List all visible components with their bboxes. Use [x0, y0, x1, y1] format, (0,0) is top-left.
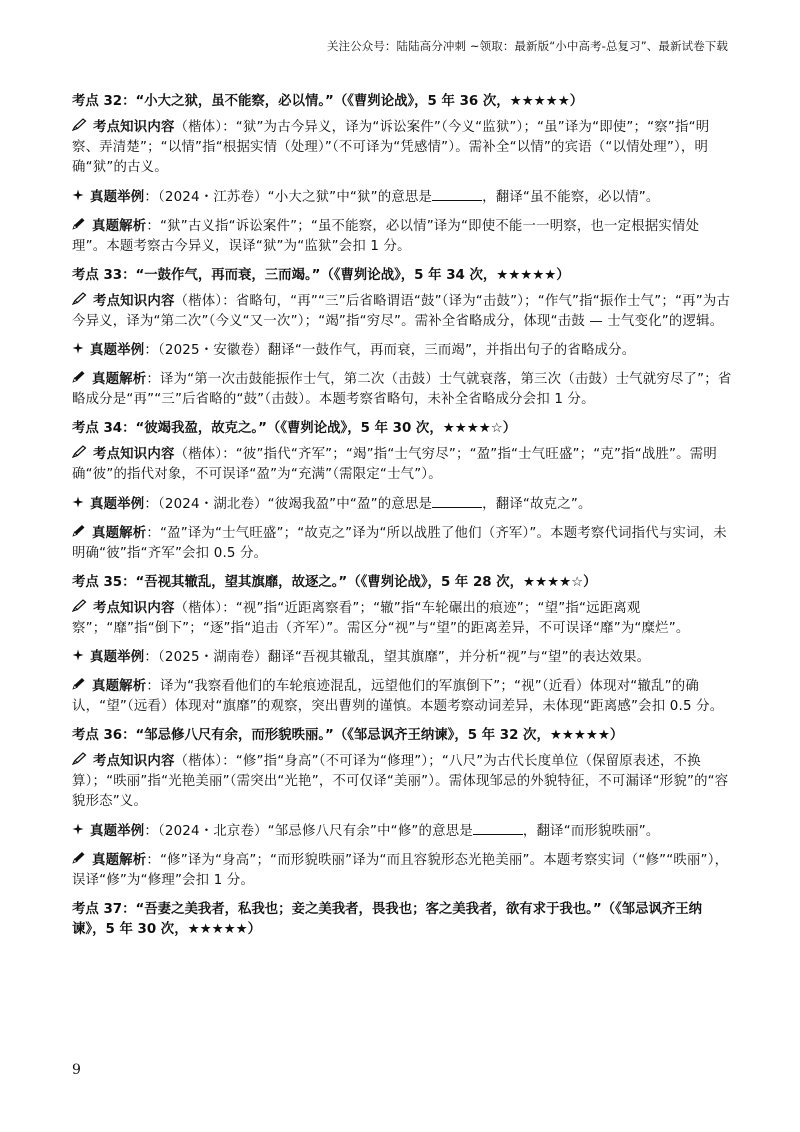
knowledge-label: 考点知识内容: [93, 294, 175, 309]
example-label: 真题举例: [90, 497, 145, 512]
analysis-label: 真题解析: [92, 372, 147, 387]
pencil-icon: [72, 292, 87, 312]
analysis-text: ：“盈”译为“士气旺盛”；“故克之”译为“所以战胜了他们（齐军）”。本题考察代词指代与实词，未明确“彼”指“齐军”会扣 0.5 分。: [72, 526, 727, 561]
diamond-bullet-icon: [72, 648, 84, 668]
answer-blank: [473, 821, 523, 835]
kaodian-section: [72, 266, 732, 410]
diamond-bullet-icon: [72, 188, 84, 208]
analysis-text: ：译为“我察看他们的车轮痕迹混乱，远望他们的军旗倒下”；“视”（近看）体现对“辙乱”的确认，“望”（远看）体现对“旗靡”的观察，突出曹刿的谨慎。本题考察动词差异，未体现“距离感”会扣 0.5 分。: [72, 679, 724, 714]
page-number: 9: [72, 1062, 81, 1078]
knowledge-text: （楷体）：“修”指“身高”（不可译为“修理”）；“八尺”为古代长度单位（保留原表述，不换算）；“昳丽”指“光艳美丽”（需突出“光艳”，不可仅译“美丽”）。需体现邹忌的外貌特征，不可漏译“形貌”的“容貌形态”义。: [72, 754, 729, 809]
example-label: 真题举例: [90, 190, 145, 205]
kaodian-section: [72, 726, 732, 891]
example-paragraph: [72, 341, 732, 361]
answer-blank: [432, 187, 482, 201]
knowledge-label: 考点知识内容: [93, 754, 175, 769]
analysis-paragraph: [72, 524, 732, 564]
example-text-cont: ，翻译“故克之”。: [482, 497, 592, 512]
analysis-label: 真题解析: [92, 853, 147, 868]
pencil-icon: [72, 752, 87, 772]
example-paragraph: [72, 494, 732, 515]
pen-nib-icon: [72, 217, 86, 237]
kaodian-title: 考点 37：“吾妻之美我者，私我也；妾之美我者，畏我也；客之美我者，欲有求于我也。”（《邹忌讽齐王纳谏》，5 年 30 次，★★★★★）: [72, 902, 703, 937]
example-text-cont: ，翻译“而形貌昳丽”。: [522, 824, 660, 839]
example-text-cont: ，翻译“虽不能察，必以情”。: [482, 190, 660, 205]
example-text: ：（2024・湖北卷）“彼竭我盈”中“盈”的意思是: [144, 497, 433, 512]
knowledge-label: 考点知识内容: [93, 447, 175, 462]
analysis-paragraph: [72, 851, 732, 891]
kaodian-title: 考点 35：“吾视其辙乱，望其旗靡，故逐之。”（《曹刿论战》，5 年 28 次，★★★★☆）: [72, 575, 597, 590]
example-paragraph: [72, 821, 732, 842]
example-paragraph: [72, 187, 732, 208]
kaodian-section: [72, 419, 732, 564]
kaodian-section: [72, 573, 732, 717]
page-content: [72, 92, 732, 946]
kaodian-section: [72, 92, 732, 257]
example-text: ：（2024・江苏卷）“小大之狱”中“狱”的意思是: [144, 190, 433, 205]
example-label: 真题举例: [90, 650, 145, 665]
diamond-bullet-icon: [72, 341, 84, 361]
analysis-label: 真题解析: [92, 219, 147, 234]
pencil-icon: [72, 445, 87, 465]
example-text: ：（2025・安徽卷）翻译“一鼓作气，再而衰，三而竭”，并指出句子的省略成分。: [144, 343, 636, 358]
kaodian-title: 考点 33：“一鼓作气，再而衰，三而竭。”（《曹刿论战》，5 年 34 次，★★★★★）: [72, 268, 570, 283]
knowledge-text: （楷体）：省略句，“再”“三”后省略谓语“鼓”（译为“击鼓”）；“作气”指“振作士气”；“再”为古今异义，译为“第二次”（今义“又一次”）；“竭”指“穷尽”。需补全省略成分，体现“击鼓 — 士气变化”的逻辑。: [72, 294, 731, 329]
example-paragraph: [72, 648, 732, 668]
knowledge-paragraph: [72, 599, 732, 639]
kaodian-title: 考点 36：“邹忌修八尺有余，而形貌昳丽。”（《邹忌讽齐王纳谏》，5 年 32 次，★★★★★）: [72, 728, 624, 743]
knowledge-label: 考点知识内容: [93, 601, 175, 616]
diamond-bullet-icon: [72, 822, 84, 842]
analysis-label: 真题解析: [92, 526, 147, 541]
pen-nib-icon: [72, 851, 86, 871]
example-text: ：（2025・湖南卷）翻译“吾视其辙乱，望其旗靡”，并分析“视”与“望”的表达效果。: [144, 650, 651, 665]
kaodian-title: 考点 34：“彼竭我盈，故克之。”（《曹刿论战》，5 年 30 次，★★★★☆）: [72, 421, 517, 436]
example-label: 真题举例: [90, 343, 145, 358]
analysis-paragraph: [72, 370, 732, 410]
page-header: 关注公众号：陆陆高分冲刺 ~领取：最新版“小中高考-总复习”、最新试卷下载: [326, 39, 728, 53]
knowledge-label: 考点知识内容: [93, 120, 175, 135]
analysis-text: ：“修”译为“身高”；“而形貌昳丽”译为“而且容貌形态光艳美丽”。本题考察实词（“修”“昳丽”），误译“修”为“修理”会扣 1 分。: [72, 853, 729, 888]
knowledge-paragraph: [72, 752, 732, 812]
analysis-paragraph: [72, 217, 732, 257]
knowledge-paragraph: [72, 292, 732, 332]
analysis-paragraph: [72, 677, 732, 717]
knowledge-text: （楷体）：“狱”为古今异义，译为“诉讼案件”（今义“监狱”）；“虽”译为“即使”；“察”指“明察、弄清楚”；“以情”指“根据实情（处理）”（不可译为“凭感情”）。需补全“以情”的宾语（“以情处理”），明确“狱”的古义。: [72, 120, 710, 175]
knowledge-paragraph: [72, 445, 732, 485]
pencil-icon: [72, 118, 87, 138]
pen-nib-icon: [72, 370, 86, 390]
example-label: 真题举例: [90, 824, 145, 839]
knowledge-text: （楷体）：“视”指“近距离察看”；“辙”指“车轮碾出的痕迹”；“望”指“远距离观察”；“靡”指“倒下”；“逐”指“追击（齐军）”。需区分“视”与“望”的距离差异，不可误译“靡”为“糜烂”。: [72, 601, 690, 636]
answer-blank: [432, 494, 482, 508]
kaodian-title: 考点 32：“小大之狱，虽不能察，必以情。”（《曹刿论战》，5 年 36 次，★★★★★）: [72, 94, 584, 109]
analysis-text: ：译为“第一次击鼓能振作士气，第二次（击鼓）士气就衰落，第三次（击鼓）士气就穷尽了”；省略成分是“再”“三”后省略的“鼓”（击鼓）。本题考察省略句，未补全省略成分会扣 1 分。: [72, 372, 732, 407]
knowledge-text: （楷体）：“彼”指代“齐军”；“竭”指“士气穷尽”；“盈”指“士气旺盛”；“克”指“战胜”。需明确“彼”的指代对象，不可误译“盈”为“充满”（需限定“士气”）。: [72, 447, 717, 482]
pen-nib-icon: [72, 524, 86, 544]
analysis-label: 真题解析: [92, 679, 147, 694]
pen-nib-icon: [72, 677, 86, 697]
analysis-text: ：“狱”古义指“诉讼案件”；“虽不能察，必以情”译为“即使不能一一明察，也一定根据实情处理”。本题考察古今异义，误译“狱”为“监狱”会扣 1 分。: [72, 219, 700, 254]
example-text: ：（2024・北京卷）“邹忌修八尺有余”中“修”的意思是: [144, 824, 473, 839]
diamond-bullet-icon: [72, 495, 84, 515]
kaodian-section: [72, 900, 732, 940]
knowledge-paragraph: [72, 118, 732, 178]
pencil-icon: [72, 599, 87, 619]
